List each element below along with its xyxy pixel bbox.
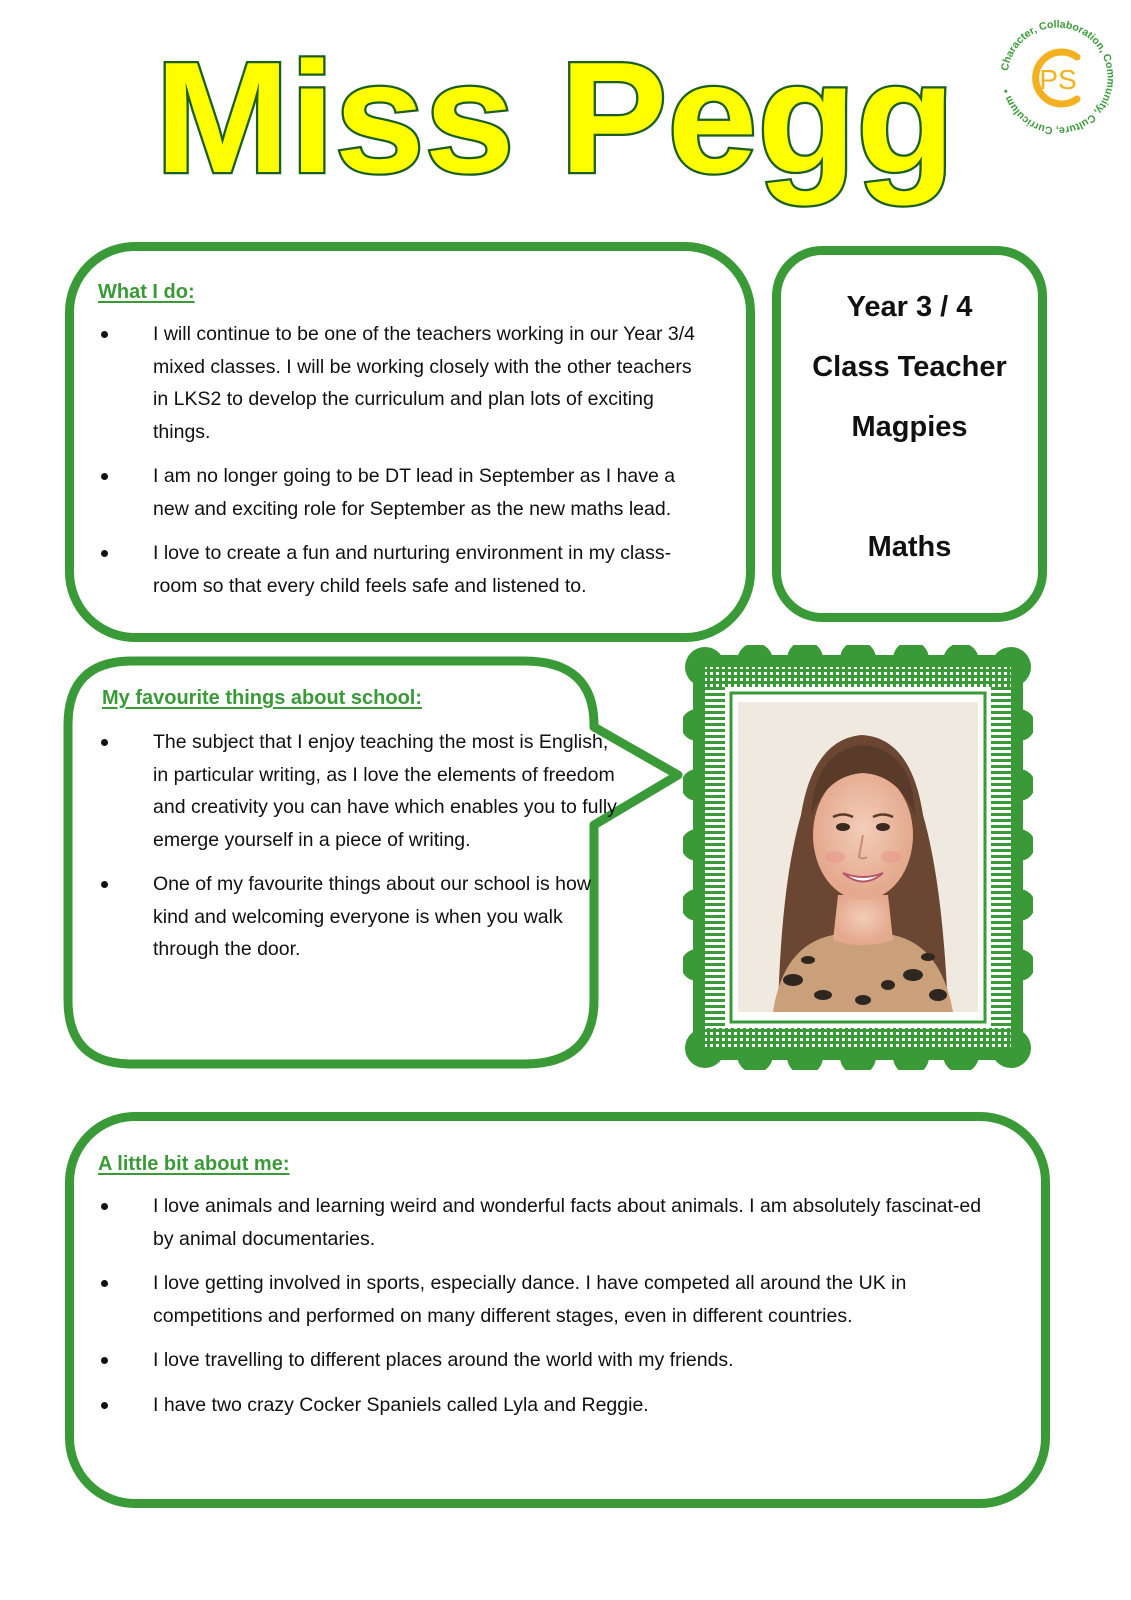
what-i-do-panel [65,242,755,642]
year-group: Year 3 / 4 [846,291,973,323]
list-item: I love travelling to different places around the world with my friends. [98,1344,1001,1377]
about-me-list [98,1190,1001,1421]
list-item: One of my favourite things about our school is how kind and welcoming everyone is when you walk through the door. [98,868,618,966]
about-me-heading: A little bit about me: [98,1153,290,1175]
page-title [150,30,960,220]
list-item: I have two crazy Cocker Spaniels called Lyla and Reggie. [98,1389,1001,1422]
list-item: I love animals and learning weird and wonderful facts about animals. I am absolutely fascinat-ed by animal documentaries. [98,1190,1001,1255]
logo-ring-text: Character, Collaboration, Community, Culture, Curriculum • [998,18,1117,137]
favourites-list [98,726,618,966]
list-item: I love getting involved in sports, especially dance. I have competed all around the UK in competitions and performed on many different stages, even in different countries. [98,1267,1001,1332]
about-me-panel [65,1112,1050,1508]
favourites-heading: My favourite things about school: [102,687,423,709]
school-logo [995,15,1120,140]
logo-initials: PS [1039,64,1077,95]
subject-lead: Maths [867,531,952,563]
what-i-do-heading: What I do: [98,281,195,303]
role-panel [772,246,1047,622]
class-name: Magpies [851,411,968,443]
teacher-name: Miss Pegg [155,30,956,206]
favourites-speech-bubble [62,655,692,1070]
list-item: The subject that I enjoy teaching the most is English, in particular writing, as I love the elements of freedom and creativity you can have which enables you to fully emerge yourself in a piece of writing. [98,726,618,856]
role-title: Class Teacher [812,351,1007,383]
what-i-do-list [98,318,706,602]
list-item: I will continue to be one of the teachers working in our Year 3/4 mixed classes. I will be working closely with the other teachers in LKS2 to develop the curriculum and plan lots of exciting things. [98,318,706,448]
teacher-portrait-icon [738,702,978,1012]
list-item: I am no longer going to be DT lead in September as I have a new and exciting role for September as the new maths lead. [98,460,706,525]
photo-frame [683,645,1033,1070]
list-item: I love to create a fun and nurturing environment in my class-room so that every child feels safe and listened to. [98,537,706,602]
